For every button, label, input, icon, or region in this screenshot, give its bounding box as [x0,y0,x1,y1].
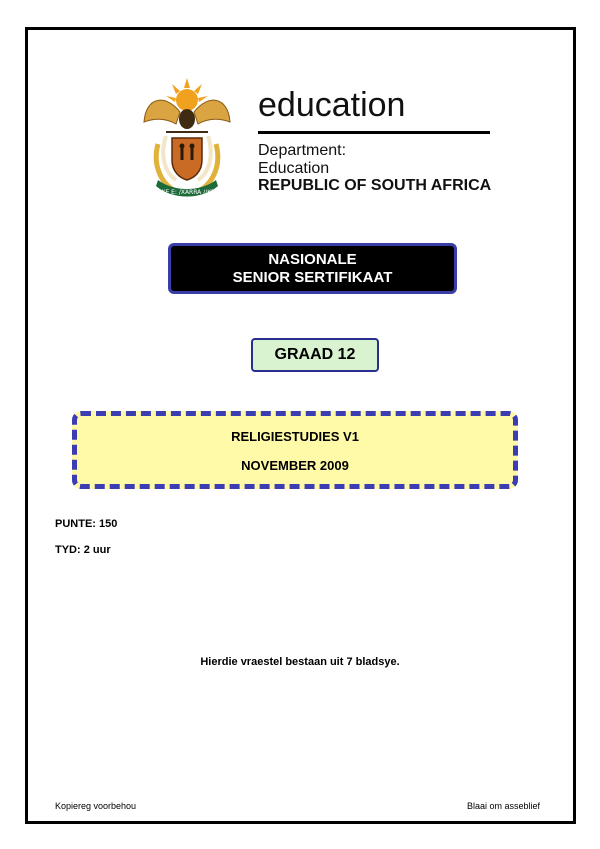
time-allowed: TYD: 2 uur [55,544,111,556]
department-label: Department: [258,142,347,159]
exam-session: NOVEMBER 2009 [241,458,349,473]
svg-text:!KE E: /XARRA //KE: !KE E: /XARRA //KE [159,189,215,196]
subject-title: RELIGIESTUDIES V1 [231,429,359,444]
department-logo [128,64,508,214]
certificate-title-box [168,243,457,294]
copyright-notice: Kopiereg voorbehou [55,801,137,811]
marks-total: PUNTE: 150 [55,518,118,530]
certificate-line-2: SENIOR SERTIFIKAAT [232,268,393,286]
country-name: REPUBLIC OF SOUTH AFRICA [258,177,492,194]
brand-rule [258,131,490,134]
subject-box [72,411,518,489]
coat-of-arms-icon [136,74,238,206]
department-name: Education [258,160,330,177]
page-count-notice: Hierdie vraestel bestaan uit 7 bladsye. [200,656,400,668]
grade-badge: GRAAD 12 [251,338,379,372]
turn-over-notice: Blaai om asseblief [466,801,540,811]
brand-wordmark: education [258,86,406,124]
certificate-line-1: NASIONALE [268,250,357,268]
